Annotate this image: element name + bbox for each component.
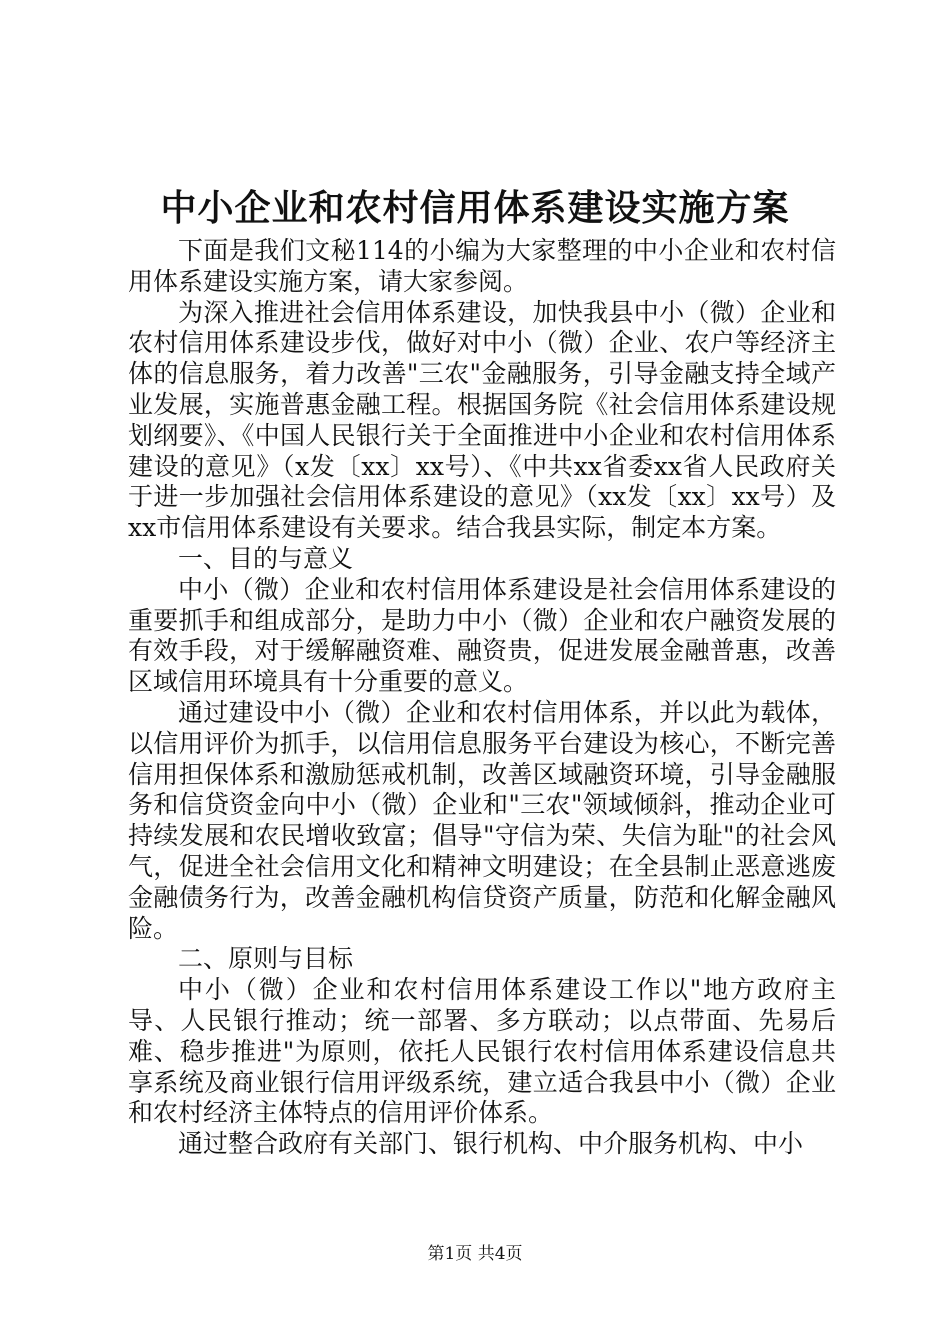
section-heading-principles: 二、原则与目标 [178,944,354,974]
intro-paragraph: 下面是我们文秘114的小编为大家整理的中小企业和农村信用体系建设实施方案，请大家参阅。 [128,236,836,296]
page-number-footer: 第1页 共4页 [427,1244,523,1264]
principles-paragraph-1: 中小（微）企业和农村信用体系建设工作以"地方政府主导、人民银行推动；统一部署、多方联动；以点带面、先易后难、稳步推进"为原则，依托人民银行农村信用体系建设信息共享系统及商业银行信用评级系统，建立适合我县中小（微）企业和农村经济主体特点的信用评价体系。 [128,975,836,1128]
principles-paragraph-2: 通过整合政府有关部门、银行机构、中介服务机构、中小 [178,1129,804,1159]
purpose-paragraph-1: 中小（微）企业和农村信用体系建设是社会信用体系建设的重要抓手和组成部分，是助力中小（微）企业和农户融资发展的有效手段，对于缓解融资难、融资贵，促进发展金融普惠，改善区域信用环境具有十分重要的意义。 [128,574,836,697]
background-paragraph: 为深入推进社会信用体系建设，加快我县中小（微）企业和农村信用体系建设步伐，做好对中小（微）企业、农户等经济主体的信息服务，着力改善"三农"金融服务，引导金融支持全域产业发展，实施普惠金融工程。根据国务院《社会信用体系建设规划纲要》、《中国人民银行关于全面推进中小企业和农村信用体系建设的意见》（x发〔xx〕xx号）、《中共xx省委xx省人民政府关于进一步加强社会信用体系建设的意见》（xx发〔xx〕xx号）及xx市信用体系建设有关要求。结合我县实际，制定本方案。 [128,297,836,543]
section-heading-purpose: 一、目的与意义 [178,543,354,573]
document-body [128,236,836,1160]
document-title: 中小企业和农村信用体系建设实施方案 [160,187,790,229]
purpose-paragraph-2: 通过建设中小（微）企业和农村信用体系，并以此为载体，以信用评价为抓手，以信用信息服务平台建设为核心，不断完善信用担保体系和激励惩戒机制，改善区域融资环境，引导金融服务和信贷资金向中小（微）企业和"三农"领域倾斜，推动企业可持续发展和农民增收致富；倡导"守信为荣、失信为耻"的社会风气，促进全社会信用文化和精神文明建设；在全县制止恶意逃废金融债务行为，改善金融机构信贷资产质量，防范和化解金融风险。 [128,697,836,943]
